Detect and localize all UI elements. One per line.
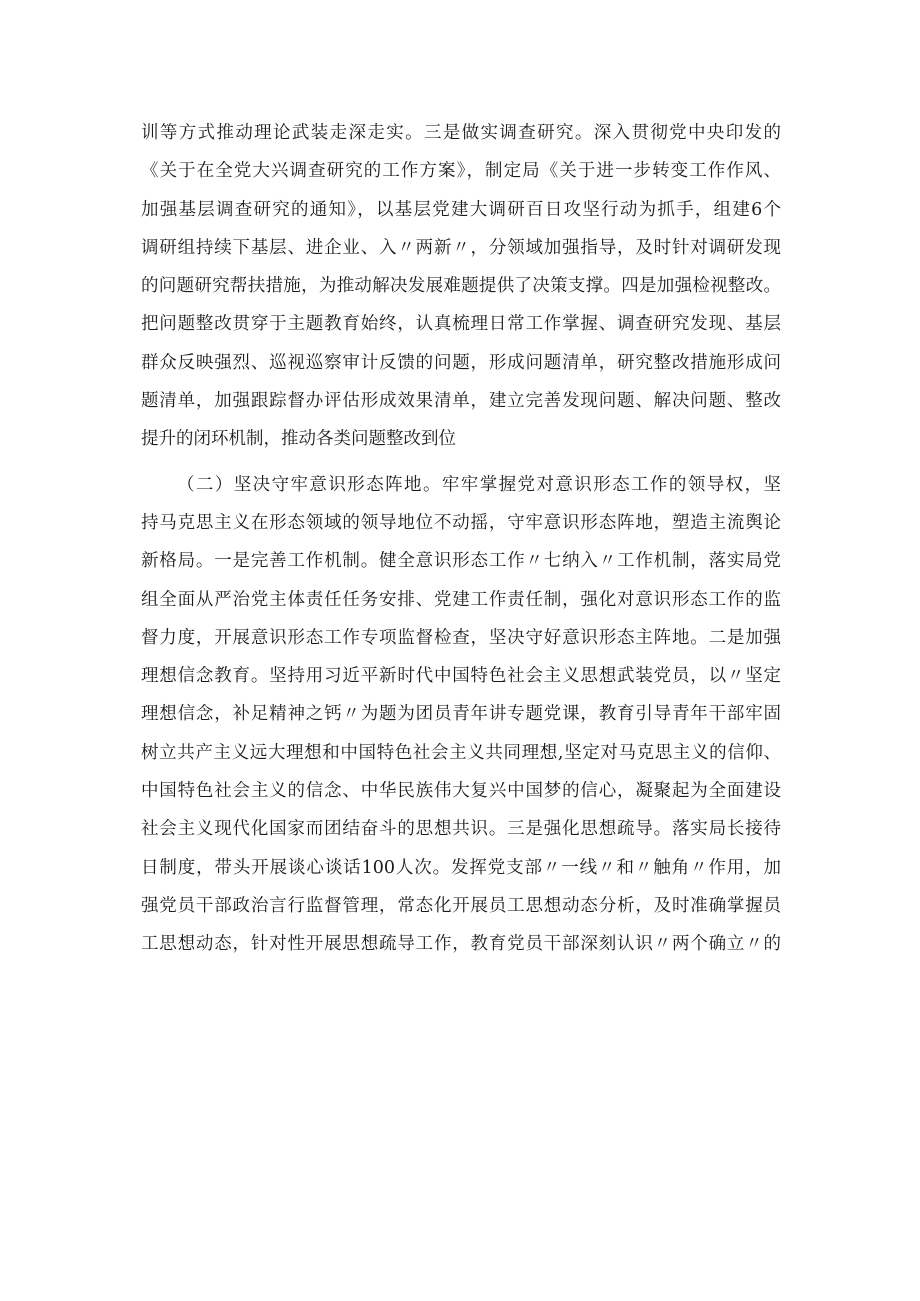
paragraph-gap [141,459,781,466]
paragraph-line: 社会主义现代化国家而团结奋斗的思想共识。三是强化思想疏导。落实局长接待 [141,819,781,840]
paragraph-line: 督力度，开展意识形态工作专项监督检查，坚决守好意识形态主阵地。二是加强 [141,627,781,648]
paragraph-line: 提升的闭环机制，推动各类问题整改到位 [141,429,456,450]
paragraph-line: 《关于在全党大兴调查研究的工作方案》，制定局《关于进一步转变工作作风、 [141,161,781,182]
paragraph-line: 调研组持续下基层、进企业、入〃两新〃，分领域加强指导，及时针对调研发现 [141,237,781,258]
paragraph-line: 的问题研究帮扶措施，为推动解决发展难题提供了决策支撑。四是加强检视整改。 [141,276,781,297]
paragraph-line: 日制度，带头开展谈心谈话100人次。发挥党支部〃一线〃和〃触角〃作用，加 [141,857,781,878]
paragraph-line: 理想信念，补足精神之钙〃为题为团员青年讲专题党课，教育引导青年干部牢固 [141,704,781,725]
paragraph-2 [141,466,781,964]
document-body [141,114,781,964]
paragraph-line: 树立共产主义远大理想和中国特色社会主义共同理想,坚定对马克思主义的信仰、 [141,742,781,763]
paragraph-line: 组全面从严治党主体责任任务安排、党建工作责任制，强化对意识形态工作的监 [141,589,781,610]
paragraph-line: 群众反映强烈、巡视巡察审计反馈的问题，形成问题清单，研究整改措施形成问 [141,352,781,373]
paragraph-line: 训等方式推动理论武装走深走实。三是做实调查研究。深入贯彻党中央印发的 [141,123,781,143]
paragraph-line: 题清单，加强跟踪督办评估形成效果清单，建立完善发现问题、解决问题、整改 [141,391,781,412]
paragraph-heading-line: （二）坚决守牢意识形态阵地。牢牢掌握党对意识形态工作的领导权，坚 [177,474,781,495]
paragraph-line: 把问题整改贯穿于主题教育始终，认真梳理日常工作掌握、调查研究发现、基层 [141,314,781,335]
paragraph-line: 中国特色社会主义的信念、中华民族伟大复兴中国梦的信心，凝聚起为全面建设 [141,781,781,802]
paragraph-line: 理想信念教育。坚持用习近平新时代中国特色社会主义思想武装党员，以〃坚定 [141,666,781,687]
paragraph-line: 加强基层调查研究的通知》，以基层党建大调研百日攻坚行动为抓手，组建6个 [141,199,781,220]
paragraph-line: 持马克思主义在形态领域的领导地位不动摇，守牢意识形态阵地，塑造主流舆论 [141,512,781,533]
paragraph-line: 新格局。一是完善工作机制。健全意识形态工作〃七纳入〃工作机制，落实局党 [141,551,781,572]
paragraph-line: 工思想动态，针对性开展思想疏导工作，教育党员干部深刻认识〃两个确立〃的 [141,934,781,955]
paragraph-1 [141,114,781,459]
paragraph-line: 强党员干部政治言行监督管理，常态化开展员工思想动态分析，及时准确掌握员 [141,895,781,916]
